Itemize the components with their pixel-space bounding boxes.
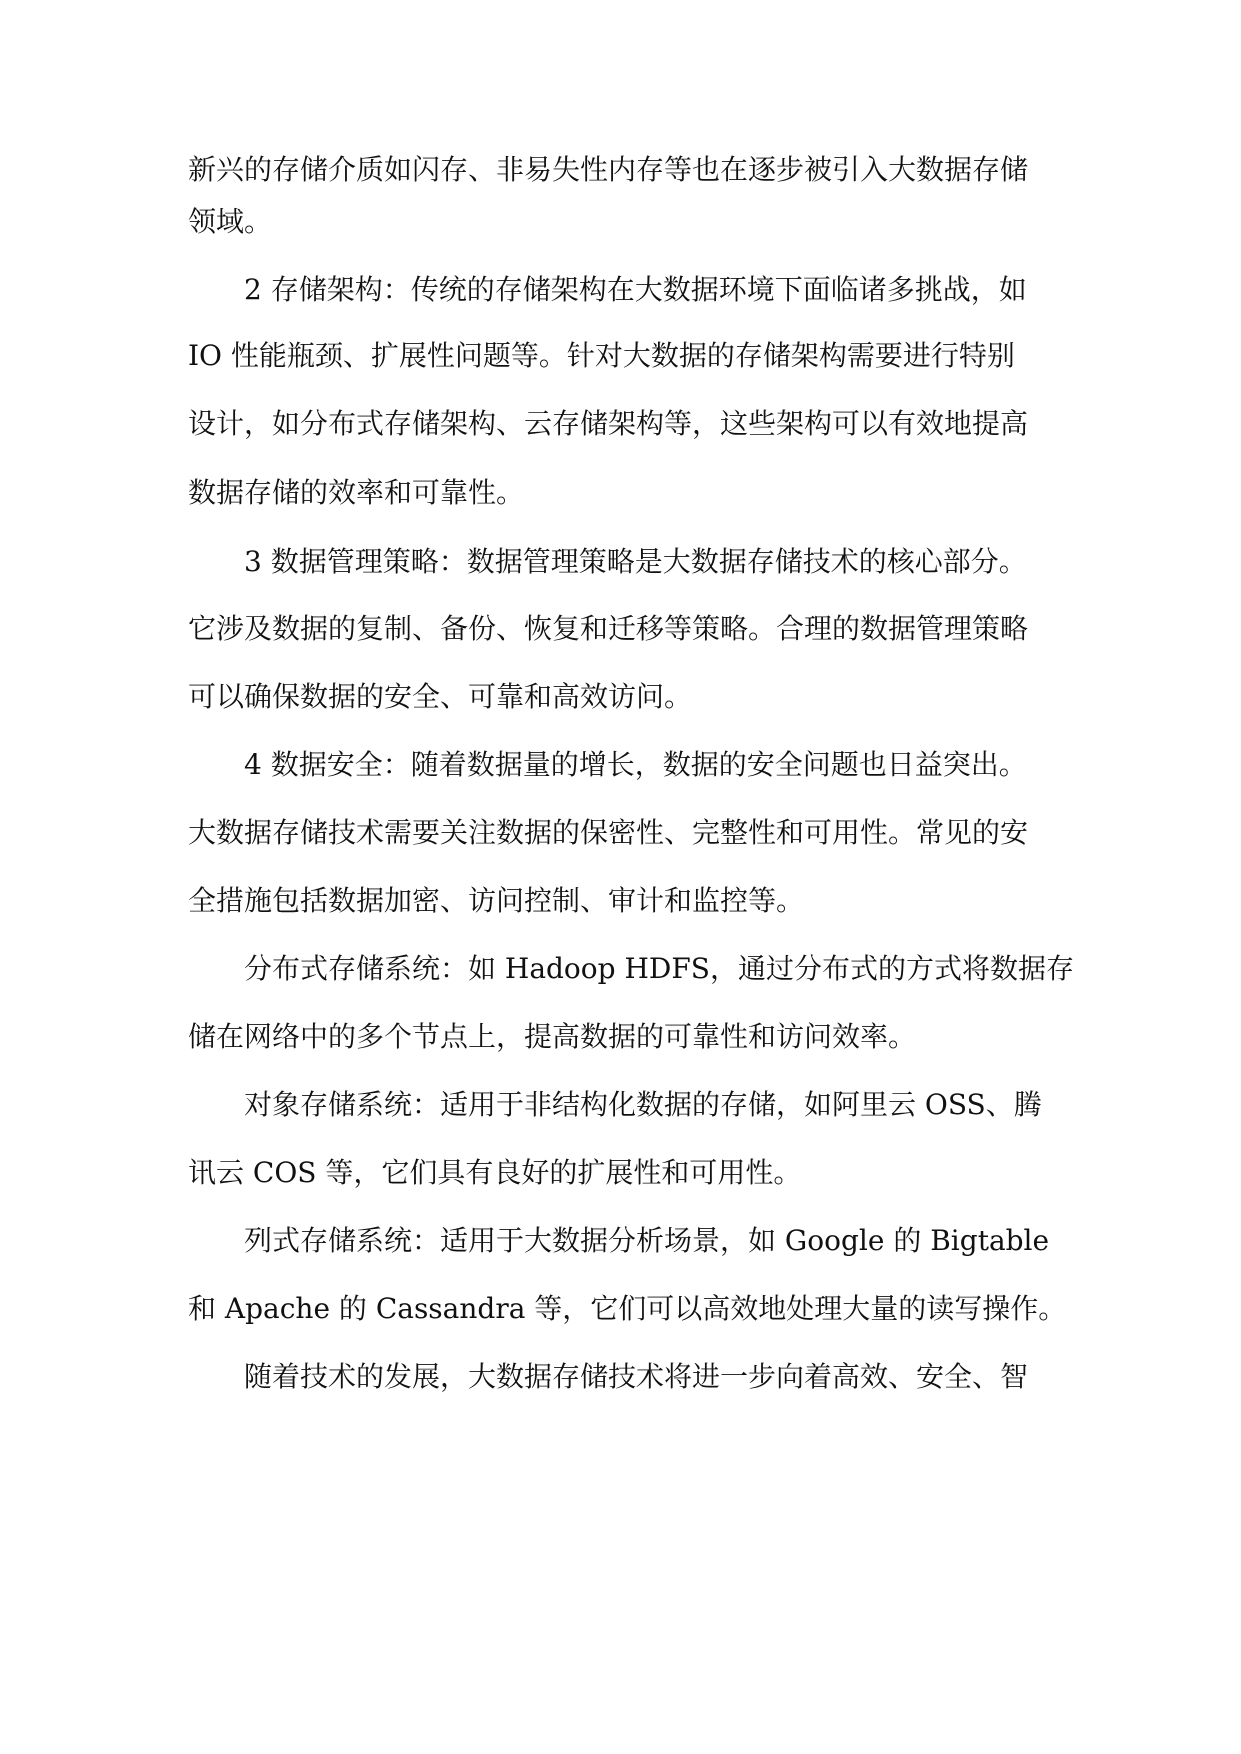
paragraph-start-line: 随着技术的发展，大数据存储技术将进一步向着高效、安全、智 (244, 1360, 1029, 1393)
text-line: 新兴的存储介质如闪存、非易失性内存等也在逐步被引入大数据存储 (188, 153, 1029, 186)
paragraph-start-line: 分布式存储系统：如 Hadoop HDFS，通过分布式的方式将数据存 (244, 952, 1074, 985)
text-line: 数据存储的效率和可靠性。 (188, 476, 525, 509)
paragraph-start-line: 列式存储系统：适用于大数据分析场景，如 Google 的 Bigtable (244, 1224, 1050, 1257)
text-line: 和 Apache 的 Cassandra 等，它们可以高效地处理大量的读写操作。 (188, 1292, 1067, 1325)
text-line: IO 性能瓶颈、扩展性问题等。针对大数据的存储架构需要进行特别 (188, 339, 1015, 372)
text-line: 大数据存储技术需要关注数据的保密性、完整性和可用性。常见的安 (188, 816, 1029, 849)
paragraph-start-line: 2 存储架构：传统的存储架构在大数据环境下面临诸多挑战，如 (244, 273, 1027, 306)
text-line: 设计，如分布式存储架构、云存储架构等，这些架构可以有效地提高 (188, 407, 1029, 440)
text-line: 领域。 (188, 205, 273, 238)
text-line: 讯云 COS 等，它们具有良好的扩展性和可用性。 (188, 1156, 802, 1189)
paragraph-start-line: 对象存储系统：适用于非结构化数据的存储，如阿里云 OSS、腾 (244, 1088, 1042, 1121)
text-line: 它涉及数据的复制、备份、恢复和迁移等策略。合理的数据管理策略 (188, 612, 1029, 645)
text-line: 可以确保数据的安全、可靠和高效访问。 (188, 680, 693, 713)
text-line: 储在网络中的多个节点上，提高数据的可靠性和访问效率。 (188, 1020, 917, 1053)
paragraph-start-line: 3 数据管理策略：数据管理策略是大数据存储技术的核心部分。 (244, 545, 1027, 578)
paragraph-start-line: 4 数据安全：随着数据量的增长，数据的安全问题也日益突出。 (244, 748, 1027, 781)
text-line: 全措施包括数据加密、访问控制、审计和监控等。 (188, 884, 805, 917)
